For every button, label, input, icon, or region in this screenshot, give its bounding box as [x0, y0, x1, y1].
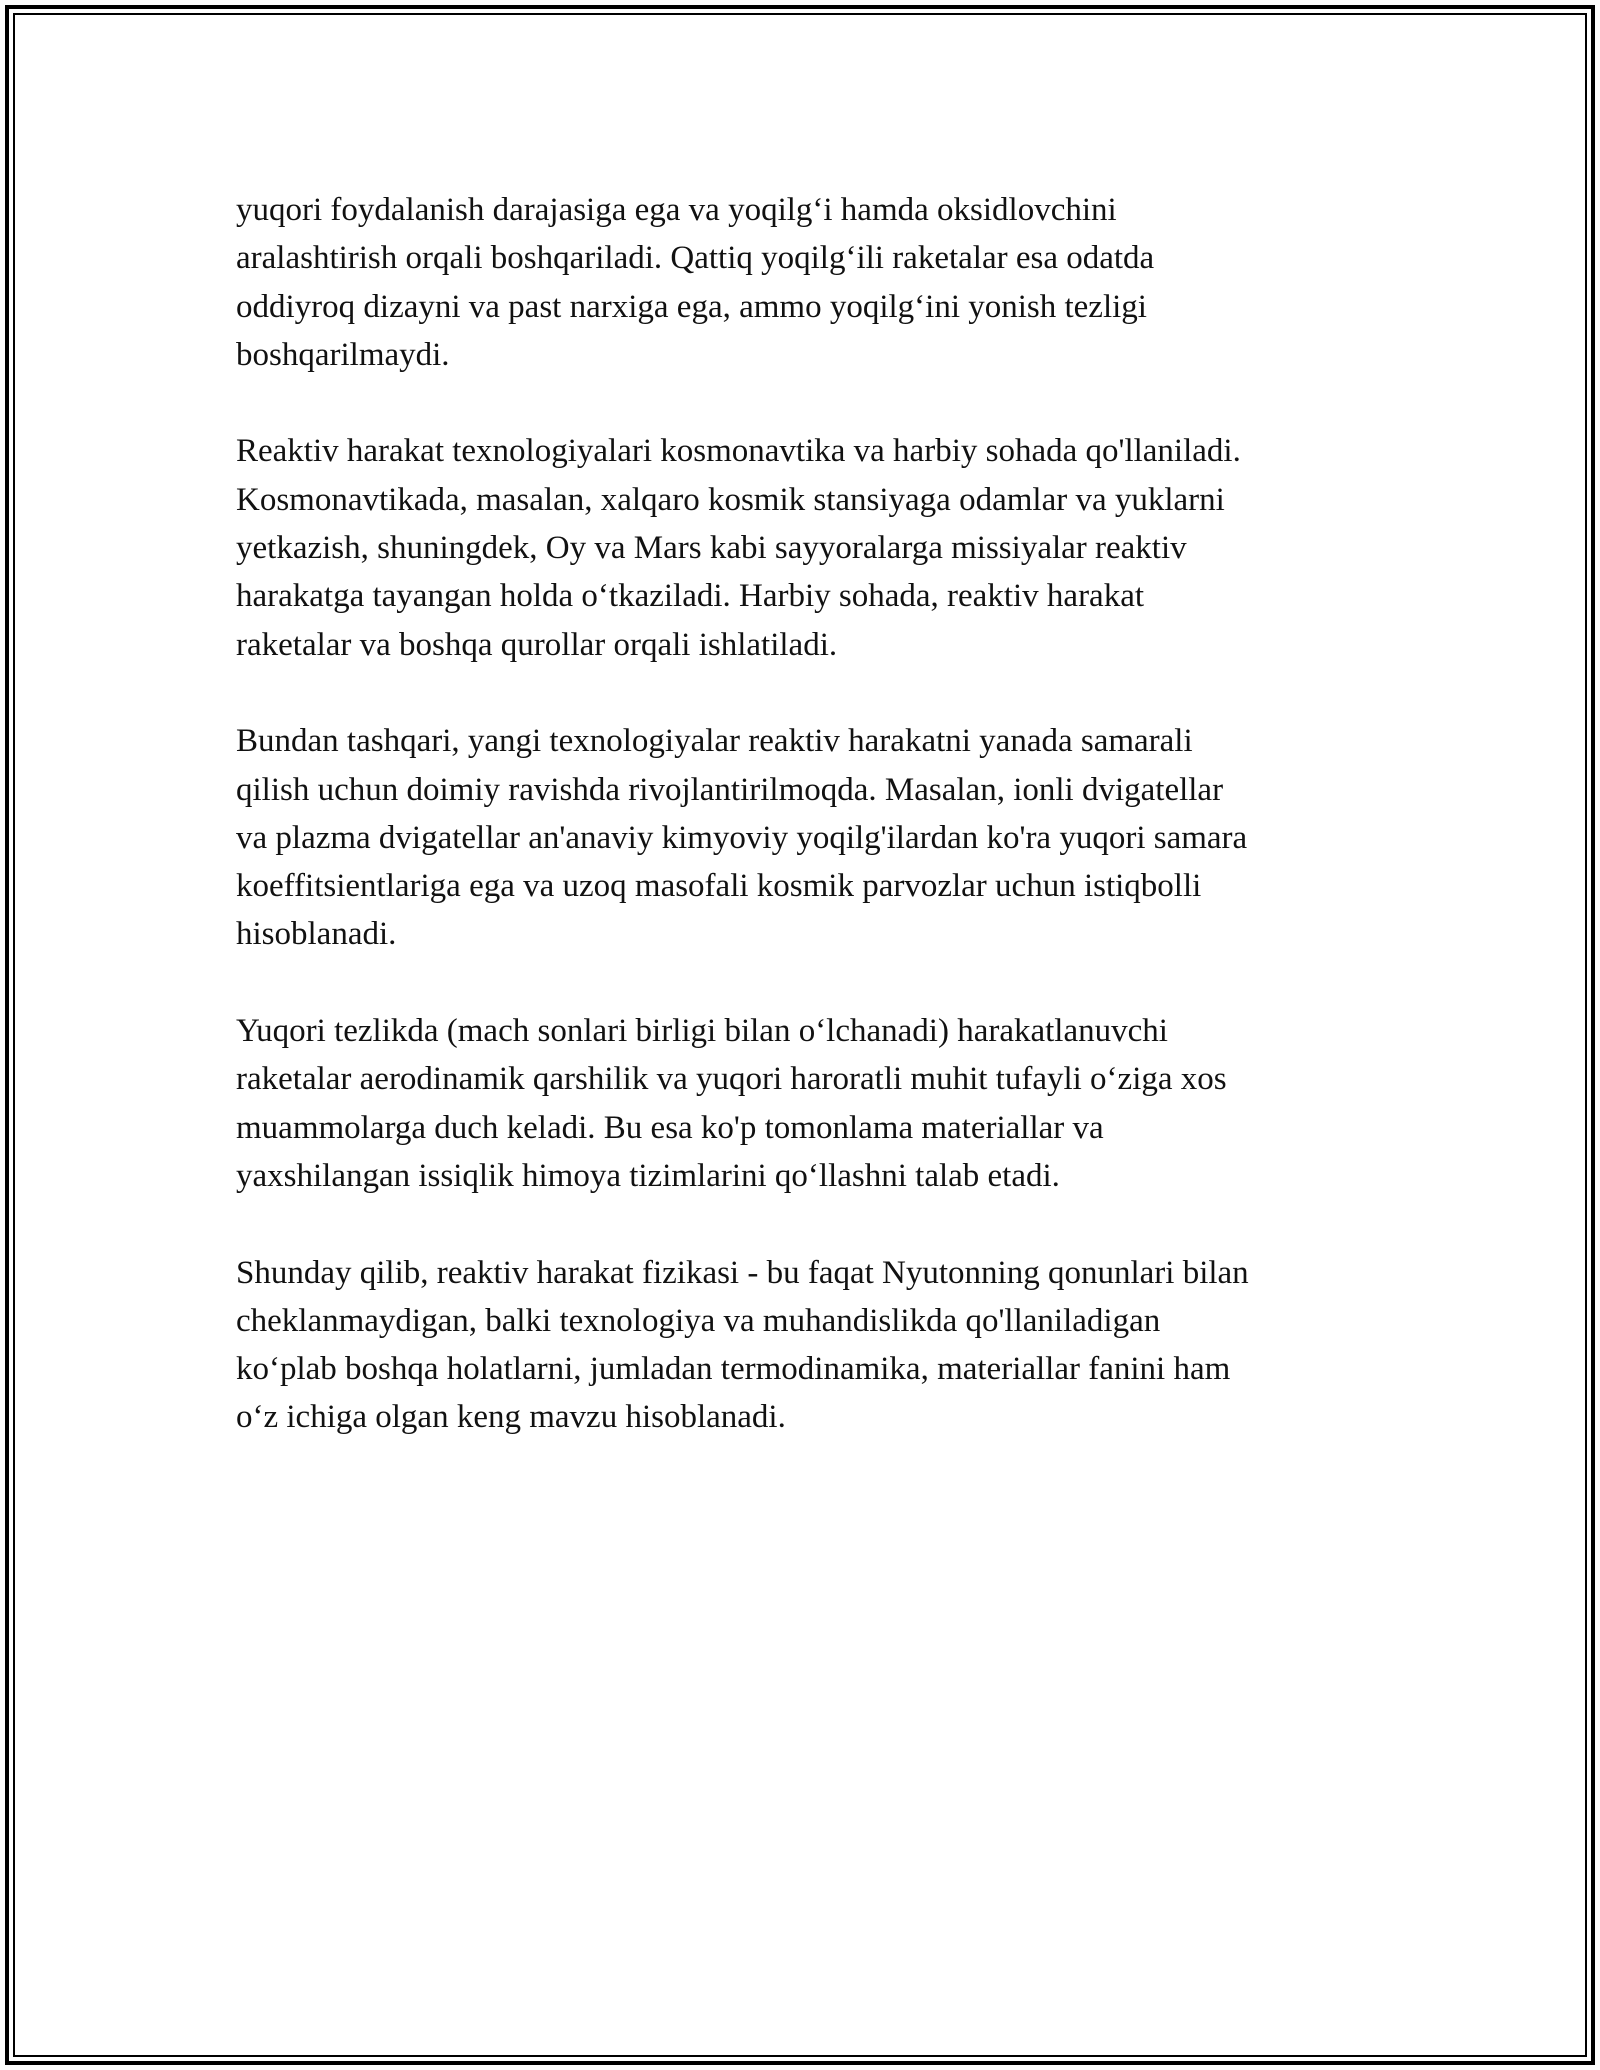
text-line: Kosmonavtikada, masalan, xalqaro kosmik stansiyaga odamlar va yuklarni	[236, 481, 1225, 518]
text-line: Yuqori tezlikda (mach sonlari birligi bilan o‘lchanadi) harakatlanuvchi	[236, 1013, 1168, 1050]
text-line: yetkazish, shuningdek, Oy va Mars kabi sayyoralarga missiyalar reaktiv	[236, 530, 1187, 567]
paragraph-5	[236, 1249, 1386, 1442]
text-line: aralashtirish orqali boshqariladi. Qattiq yoqilg‘ili raketalar esa odatda	[236, 240, 1155, 277]
text-line: boshqarilmaydi.	[236, 336, 450, 373]
text-line: hisoblanadi.	[236, 916, 397, 953]
text-line: yuqori foydalanish darajasiga ega va yoqilg‘i hamda oksidlovchini	[236, 192, 1117, 228]
text-line: cheklanmaydigan, balki texnologiya va muhandislikda qo'llaniladigan	[236, 1302, 1161, 1339]
document-body	[236, 186, 1386, 1490]
text-line: raketalar va boshqa qurollar orqali ishlatiladi.	[236, 626, 838, 663]
text-line: oddiyroq dizayni va past narxiga ega, ammo yoqilg‘ini yonish tezligi	[236, 288, 1147, 325]
text-line: yaxshilangan issiqlik himoya tizimlarini qo‘llashni talab etadi.	[236, 1157, 1060, 1194]
paragraph-3	[236, 717, 1386, 958]
text-line: va plazma dvigatellar an'anaviy kimyoviy yoqilg'ilardan ko'ra yuqori samara	[236, 819, 1248, 856]
text-line: harakatga tayangan holda o‘tkaziladi. Harbiy sohada, reaktiv harakat	[236, 578, 1145, 615]
text-line: Shunday qilib, reaktiv harakat fizikasi - bu faqat Nyutonning qonunlari bilan	[236, 1254, 1249, 1291]
text-line: Bundan tashqari, yangi texnologiyalar reaktiv harakatni yanada samarali	[236, 723, 1193, 760]
text-line: o‘z ichiga olgan keng mavzu hisoblanadi.	[236, 1399, 786, 1436]
text-line: qilish uchun doimiy ravishda rivojlantirilmoqda. Masalan, ionli dvigatellar	[236, 771, 1224, 808]
text-line: koeffitsientlariga ega va uzoq masofali kosmik parvozlar uchun istiqbolli	[236, 868, 1202, 905]
text-line: muammolarga duch keladi. Bu esa ko'p tomonlama materiallar va	[236, 1109, 1104, 1146]
paragraph-2	[236, 427, 1386, 668]
paragraph-4	[236, 1007, 1386, 1200]
text-line: Reaktiv harakat texnologiyalari kosmonavtika va harbiy sohada qo'llaniladi.	[236, 433, 1241, 470]
text-line: ko‘plab boshqa holatlarni, jumladan termodinamika, materiallar fanini ham	[236, 1351, 1231, 1388]
text-line: raketalar aerodinamik qarshilik va yuqori haroratli muhit tufayli o‘ziga xos	[236, 1061, 1227, 1098]
paragraph-1	[236, 186, 1386, 379]
